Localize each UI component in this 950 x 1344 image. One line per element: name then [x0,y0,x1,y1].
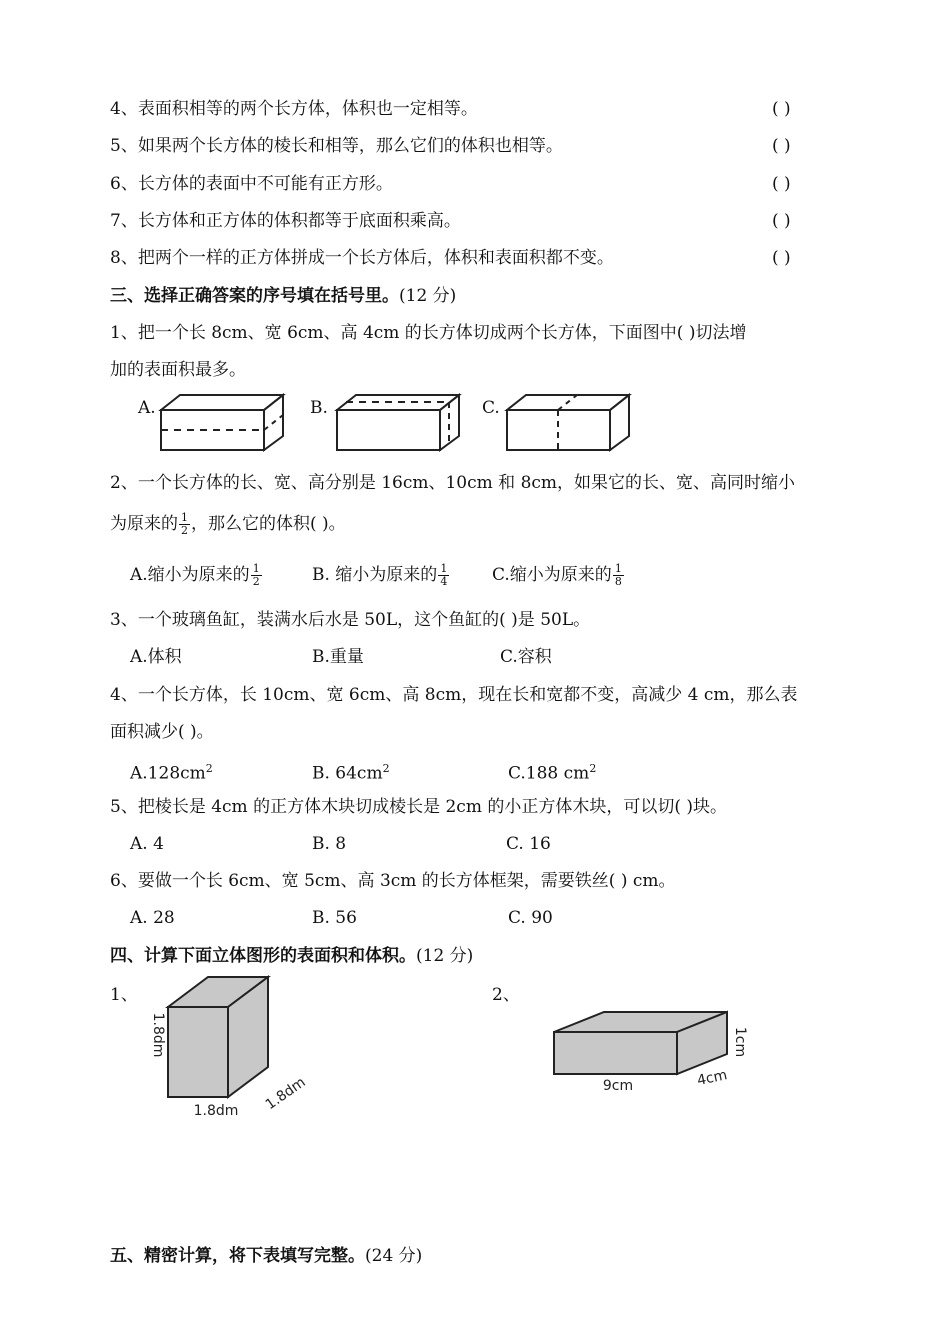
cube-length-label: 1.8dm [193,1103,239,1119]
mc-q2-fraction [179,512,190,537]
mc-q1-line2: 加的表面积最多。 [110,360,246,380]
section4-title: 四、计算下面立体图形的表面积和体积。 [110,946,416,966]
figure1-cube [140,975,330,1125]
option-text: B. 缩小为原来的 [312,565,438,585]
cube-height-label: 1.8dm [150,1012,166,1058]
option-text: A.128cm [130,763,206,784]
option-fraction [438,563,449,588]
mc-q2-line2 [110,512,346,537]
mc-q1-figure-c [504,392,634,452]
fraction-numerator: 1 [614,562,622,575]
mc-q1-option-a-label[interactable]: A. [138,398,156,418]
mc-q1-option-c-label[interactable]: C. [482,398,500,418]
judgement-q8-answer-blank[interactable]: ( ) [772,248,791,268]
mc-q5-line: 5、把棱长是 4cm 的正方体木块切成棱长是 2cm 的小正方体木块，可以切( )块。 [110,797,728,817]
figure2-cuboid [550,1010,760,1100]
judgement-q4-answer-blank[interactable]: ( ) [772,99,791,119]
section5-points: (24 分) [365,1246,423,1266]
judgement-q4: 4、表面积相等的两个长方体，体积也一定相等。 [110,99,478,119]
mc-q2-option-c[interactable] [492,563,625,588]
option-fraction [613,563,624,588]
mc-q4-option-b[interactable] [312,758,390,785]
mc-q1-figure-b [334,392,464,452]
mc-q5-option-a[interactable]: A. 4 [130,834,164,854]
section3-title: 三、选择正确答案的序号填在括号里。 [110,286,399,306]
mc-q1-option-b-label[interactable]: B. [310,398,328,418]
mc-q2-line1: 2、一个长方体的长、宽、高分别是 16cm、10cm 和 8cm，如果它的长、宽、高同时缩小 [110,473,796,493]
judgement-q8: 8、把两个一样的正方体拼成一个长方体后，体积和表面积都不变。 [110,248,614,268]
mc-q5-option-b[interactable]: B. 8 [312,834,347,854]
judgement-q7-answer-blank[interactable]: ( ) [772,211,791,231]
option-text: B. 64cm [312,763,383,784]
fraction-denominator: 2 [252,575,260,588]
mc-q2-option-a[interactable] [130,563,263,588]
mc-q4-option-c[interactable] [508,758,596,785]
mc-q5-option-c[interactable]: C. 16 [506,834,551,854]
mc-q4-line1: 4、一个长方体，长 10cm、宽 6cm、高 8cm，现在长和宽都不变，高减少 4 cm，那么表 [110,685,798,705]
option-superscript: 2 [382,762,390,775]
cuboid-front-face [554,1032,677,1074]
option-fraction [251,563,262,588]
mc-q3-option-b[interactable]: B.重量 [312,647,364,667]
mc-q6-option-c[interactable]: C. 90 [508,908,553,928]
figure2-number: 2、 [492,985,520,1005]
judgement-q6-answer-blank[interactable]: ( ) [772,174,791,194]
section4-points: (12 分) [416,946,474,966]
option-superscript: 2 [205,762,213,775]
option-text: C.缩小为原来的 [492,565,612,585]
mc-q2-option-b[interactable] [312,563,450,588]
section5-heading [110,1245,422,1267]
mc-q6-line: 6、要做一个长 6cm、宽 5cm、高 3cm 的长方体框架，需要铁丝( ) cm。 [110,871,676,891]
mc-q1-line1: 1、把一个长 8cm、宽 6cm、高 4cm 的长方体切成两个长方体，下面图中( )切法增 [110,323,747,343]
section5-title: 五、精密计算，将下表填写完整。 [110,1246,365,1266]
section4-heading [110,945,473,967]
fraction-numerator: 1 [440,562,448,575]
cuboid-width-label: 4cm [695,1067,729,1090]
fraction-numerator: 1 [252,562,260,575]
judgement-q5-answer-blank[interactable]: ( ) [772,136,791,156]
judgement-q7: 7、长方体和正方体的体积都等于底面积乘高。 [110,211,461,231]
option-text: C.188 cm [508,763,590,784]
section3-heading [110,285,456,307]
figure1-number: 1、 [110,985,138,1005]
cube-front-face [168,1007,228,1097]
judgement-q6: 6、长方体的表面中不可能有正方形。 [110,174,393,194]
mc-q3-line: 3、一个玻璃鱼缸，装满水后水是 50L，这个鱼缸的( )是 50L。 [110,610,591,630]
fraction-denominator: 8 [614,575,622,588]
option-superscript: 2 [589,762,597,775]
fraction-denominator: 4 [440,575,448,588]
mc-q6-option-b[interactable]: B. 56 [312,908,357,928]
section3-points: (12 分) [399,286,457,306]
mc-q6-option-a[interactable]: A. 28 [130,908,175,928]
fraction-denominator: 2 [181,524,188,537]
cube-width-label: 1.8dm [262,1074,309,1114]
mc-q3-option-c[interactable]: C.容积 [500,647,552,667]
judgement-q5: 5、如果两个长方体的棱长和相等，那么它们的体积也相等。 [110,136,563,156]
mc-q1-figure-a [158,392,288,452]
mc-q4-option-a[interactable] [130,758,213,785]
option-text: A.缩小为原来的 [130,565,250,585]
cuboid-height-label: 1cm [732,1026,748,1058]
mc-q2-line2-post: ，那么它的体积( )。 [191,514,346,534]
mc-q2-line2-pre: 为原来的 [110,514,178,534]
cuboid-length-label: 9cm [602,1078,634,1094]
mc-q4-line2: 面积减少( )。 [110,722,214,742]
mc-q3-option-a[interactable]: A.体积 [130,647,182,667]
fraction-numerator: 1 [181,511,188,524]
